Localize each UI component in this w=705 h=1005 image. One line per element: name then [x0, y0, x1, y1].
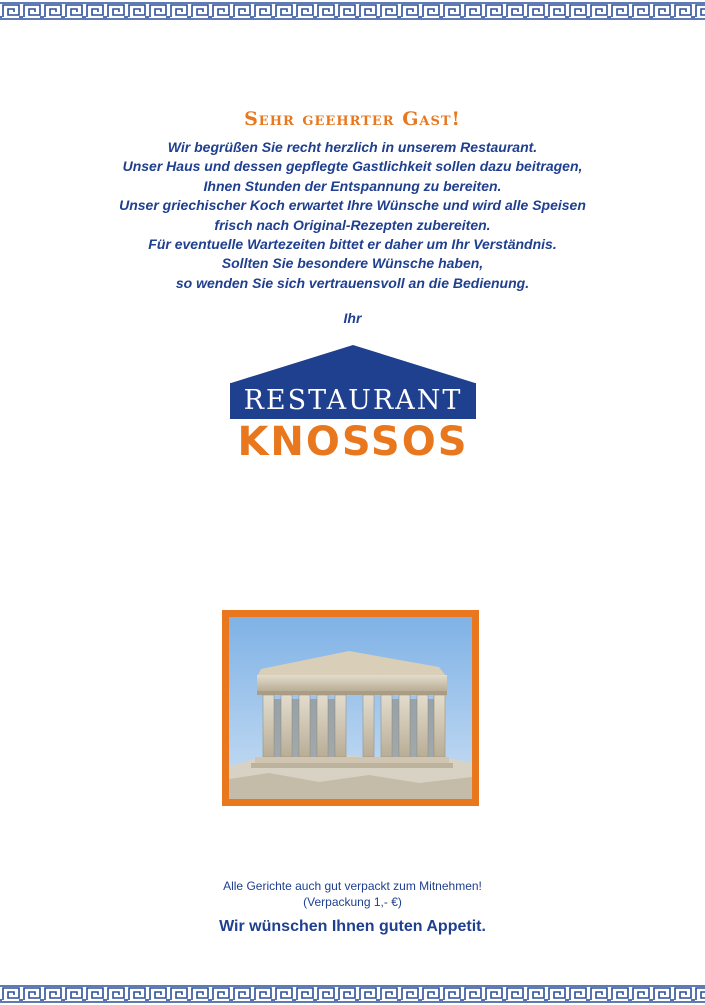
- page-heading: Sehr geehrter Gast!: [244, 108, 461, 130]
- welcome-line: Wir begrüßen Sie recht herzlich in unserem Restaurant.: [167, 139, 538, 155]
- logo-brand-name: KNOSSOS: [237, 419, 469, 465]
- welcome-line: Unser Haus und dessen gepflegte Gastlichkeit sollen dazu beitragen,: [122, 158, 583, 175]
- greek-meander-border-bottom: [0, 985, 705, 1003]
- temple-roof-icon: [229, 343, 477, 385]
- takeaway-note: [0, 878, 705, 910]
- welcome-text: [60, 138, 645, 293]
- welcome-line: Ihnen Stunden der Entspannung zu bereiten.: [203, 177, 502, 194]
- welcome-line: Unser griechischer Koch erwartet Ihre Wünsche und wird alle Speisen: [119, 197, 586, 214]
- greek-meander-border-top: [0, 2, 705, 20]
- welcome-line: Sollten Sie besondere Wünsche haben,: [221, 255, 484, 272]
- logo-restaurant-label: RESTAURANT: [230, 383, 476, 419]
- welcome-line: so wenden Sie sich vertrauensvoll an die Bedienung.: [175, 274, 530, 291]
- signoff-text: Ihr: [343, 310, 362, 326]
- welcome-line: Für eventuelle Wartezeiten bittet er daher um Ihr Verständnis.: [148, 236, 557, 253]
- packaging-fee-line: (Verpackung 1,- €): [303, 895, 402, 909]
- parthenon-photo: [229, 617, 472, 799]
- welcome-line: frisch nach Original-Rezepten zubereiten.: [214, 216, 491, 233]
- photo-frame: [222, 610, 479, 806]
- restaurant-logo: [229, 343, 477, 463]
- closing-text: Wir wünschen Ihnen guten Appetit.: [219, 918, 486, 935]
- takeaway-line: Alle Gerichte auch gut verpackt zum Mitnehmen!: [223, 879, 482, 893]
